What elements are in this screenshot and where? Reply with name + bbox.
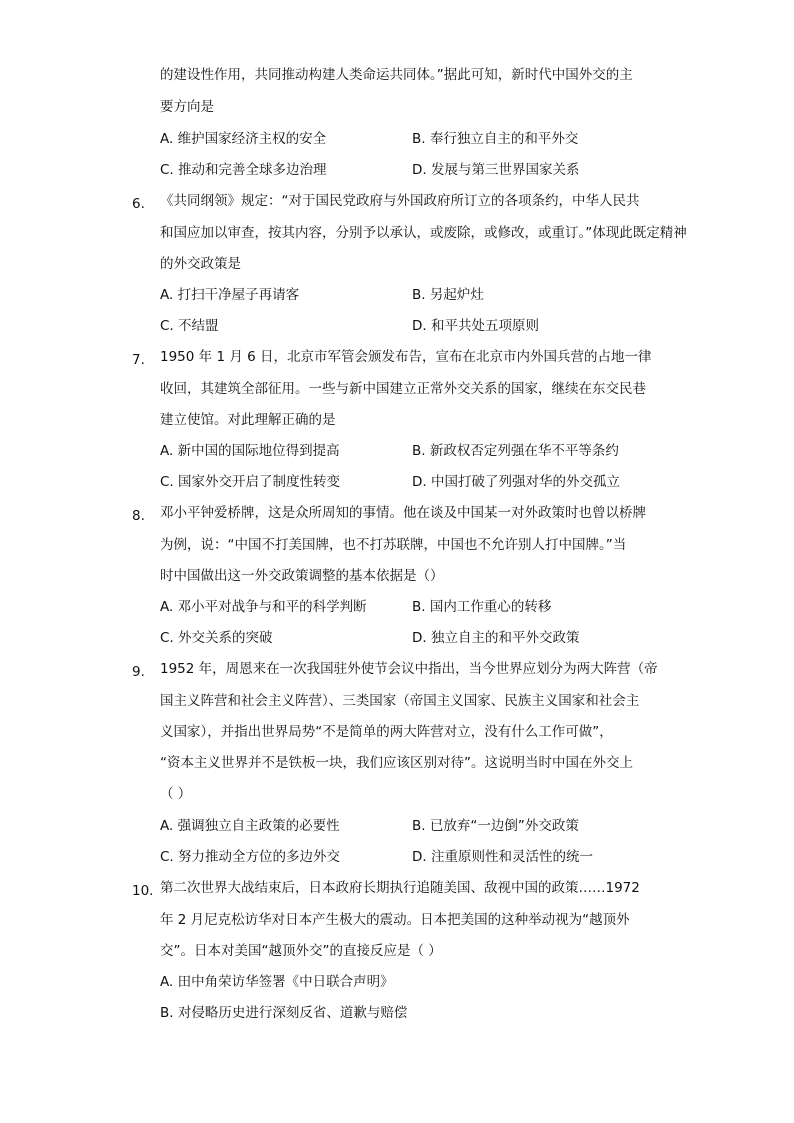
question-9-text-line-1: 1952 年，周恩来在一次我国驻外使节会议中指出，当今世界应划分为两大阵营（帝 xyxy=(160,661,658,677)
question-8-option-c: C. 外交关系的突破 xyxy=(160,630,273,646)
question-7-option-a: A. 新中国的国际地位得到提高 xyxy=(160,443,340,459)
question-6-option-b: B. 另起炉灶 xyxy=(412,287,484,303)
question-6-number: 6. xyxy=(132,196,145,212)
question-7-option-b: B. 新政权否定列强在华不平等条约 xyxy=(412,443,619,459)
question-7-option-c: C. 国家外交开启了制度性转变 xyxy=(160,474,341,490)
question-8-option-b: B. 国内工作重心的转移 xyxy=(412,599,552,615)
question-9-option-d: D. 注重原则性和灵活性的统一 xyxy=(412,849,593,865)
question-6-option-c: C. 不结盟 xyxy=(160,318,219,334)
question-8-option-a: A. 邓小平对战争与和平的科学判断 xyxy=(160,599,367,615)
question-7-number: 7. xyxy=(132,352,145,368)
question-9-option-c: C. 努力推动全方位的多边外交 xyxy=(160,849,341,865)
question-8-number: 8. xyxy=(132,508,145,524)
question-5-option-d: D. 发展与第三世界国家关系 xyxy=(412,162,580,178)
question-6-option-a: A. 打扫干净屋子再请客 xyxy=(160,287,300,303)
question-5-option-c: C. 推动和完善全球多边治理 xyxy=(160,162,327,178)
question-9-number: 9. xyxy=(132,664,145,680)
question-9-option-a: A. 强调独立自主政策的必要性 xyxy=(160,818,340,834)
question-8-option-d: D. 独立自主的和平外交政策 xyxy=(412,630,580,646)
question-9-text-line-4: “资本主义世界并不是铁板一块，我们应该区别对待”。这说明当时中国在外交上 xyxy=(160,755,633,771)
question-9-text-line-5: （ ） xyxy=(160,786,192,802)
question-6-option-d: D. 和平共处五项原则 xyxy=(412,318,539,334)
question-7-text-line-1: 1950 年 1 月 6 日，北京市军管会颁发布告，宣布在北京市内外国兵营的占地一律 xyxy=(160,349,652,365)
question-5-text-line-1: 的建设性作用，共同推动构建人类命运共同体。”据此可知，新时代中国外交的主 xyxy=(160,67,633,83)
question-10-option-a: A. 田中角荣访华签署《中日联合声明》 xyxy=(160,974,394,990)
question-6-text-line-2: 和国应加以审查，按其内容，分别予以承认，或废除，或修改，或重订。”体现此既定精神 xyxy=(160,225,687,241)
question-10-option-b: B. 对侵略历史进行深刻反省、道歉与赔偿 xyxy=(160,1005,408,1021)
question-6-text-line-1: 《共同纲领》规定：“对于国民党政府与外国政府所订立的各项条约，中华人民共 xyxy=(160,193,640,209)
question-10-number: 10. xyxy=(132,883,154,899)
question-7-text-line-3: 建立使馆。对此理解正确的是 xyxy=(160,412,336,428)
question-9-text-line-3: 义国家），并指出世界局势“不是简单的两大阵营对立，没有什么工作可做”， xyxy=(160,724,613,740)
question-7-option-d: D. 中国打破了列强对华的外交孤立 xyxy=(412,474,620,490)
question-5-option-b: B. 奉行独立自主的和平外交 xyxy=(412,131,579,147)
question-6-text-line-3: 的外交政策是 xyxy=(160,256,241,272)
question-10-text-line-3: 交”。日本对美国“越顶外交”的直接反应是（ ） xyxy=(160,943,442,959)
question-10-text-line-2: 年 2 月尼克松访华对日本产生极大的震动。日本把美国的这种举动视为“越顶外 xyxy=(160,912,630,928)
question-7-text-line-2: 收回，其建筑全部征用。一些与新中国建立正常外交关系的国家，继续在东交民巷 xyxy=(160,381,646,397)
question-10-text-line-1: 第二次世界大战结束后，日本政府长期执行追随美国、敌视中国的政策……1972 xyxy=(160,880,640,896)
question-8-text-line-3: 时中国做出这一外交政策调整的基本依据是（） xyxy=(160,568,444,584)
question-9-option-b: B. 已放弃“一边倒”外交政策 xyxy=(412,818,579,834)
question-5-text-line-2: 要方向是 xyxy=(160,99,214,115)
question-9-text-line-2: 国主义阵营和社会主义阵营）、三类国家（帝国主义国家、民族主义国家和社会主 xyxy=(160,693,640,709)
question-8-text-line-2: 为例，说：“中国不打美国牌，也不打苏联牌，中国也不允许别人打中国牌。”当 xyxy=(160,537,627,553)
question-8-text-line-1: 邓小平钟爱桥牌，这是众所周知的事情。他在谈及中国某一对外政策时也曾以桥牌 xyxy=(160,505,646,521)
question-5-option-a: A. 维护国家经济主权的安全 xyxy=(160,131,327,147)
